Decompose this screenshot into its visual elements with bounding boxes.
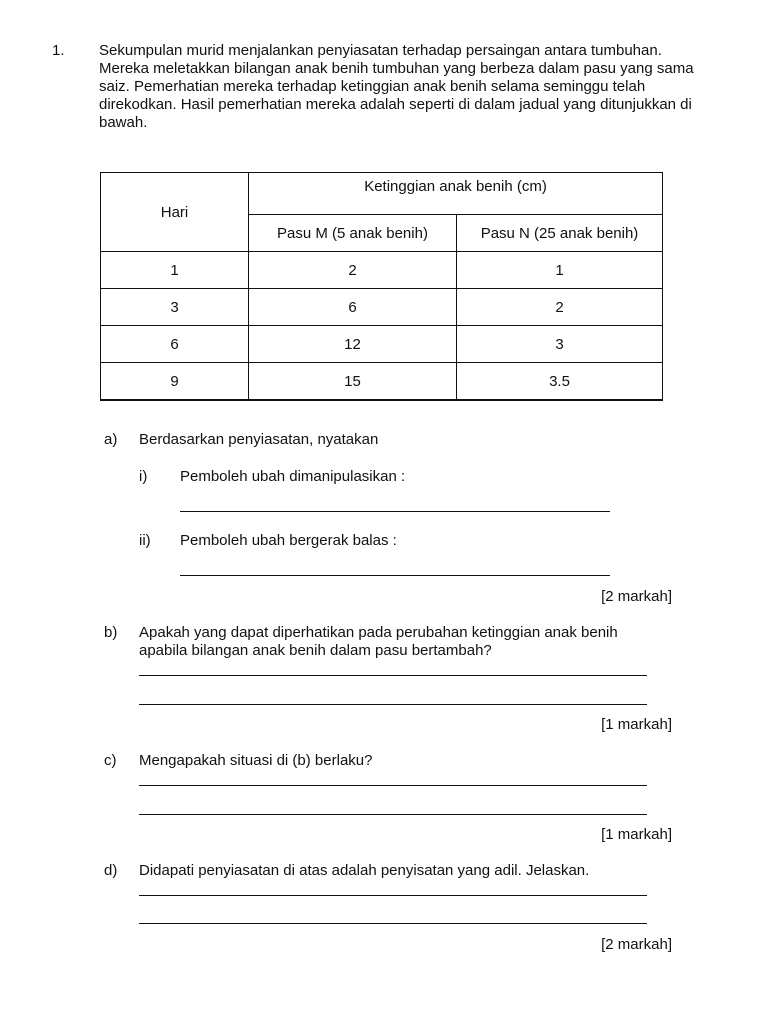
part-a-i-text: Pemboleh ubah dimanipulasikan : (180, 468, 406, 485)
table-row (101, 326, 663, 363)
cell-day: 9 (101, 363, 249, 401)
part-b-text-line-1: Apakah yang dapat diperhatikan pada perubahan ketinggian anak benih (139, 624, 618, 641)
answer-line-c-1[interactable] (139, 785, 647, 786)
answer-line-d-1[interactable] (139, 895, 647, 896)
header-pot-n: Pasu N (25 anak benih) (457, 215, 663, 252)
table-row (101, 289, 663, 326)
part-c-marks: [1 markah] (601, 826, 672, 843)
table-row (101, 363, 663, 401)
cell-pot-m: 2 (249, 252, 457, 289)
header-pot-m: Pasu M (5 anak benih) (249, 215, 457, 252)
answer-line-a-ii[interactable] (180, 575, 610, 576)
part-a-i-label: i) (139, 468, 148, 485)
cell-pot-m: 6 (249, 289, 457, 326)
part-a-ii-text: Pemboleh ubah bergerak balas : (180, 532, 397, 549)
part-b-label: b) (104, 624, 118, 641)
part-b-text-line-2: apabila bilangan anak benih dalam pasu bertambah? (139, 642, 492, 659)
cell-pot-m: 15 (249, 363, 457, 401)
part-c-label: c) (104, 752, 117, 769)
answer-line-c-2[interactable] (139, 814, 647, 815)
question-number: 1. (52, 42, 65, 59)
question-intro: Sekumpulan murid menjalankan penyiasatan terhadap persaingan antara tumbuhan. Mereka meletakkan bilangan anak benih tumbuhan yang berbeza dalam pasu yang sama saiz. Pemerhatian mereka terhadap ketinggian anak benih selama seminggu telah direkodkan. Hasil pemerhatian mereka adalah seperti di dalam jadual yang ditunjukkan di bawah. (99, 42, 694, 131)
cell-day: 1 (101, 252, 249, 289)
answer-line-d-2[interactable] (139, 923, 647, 924)
cell-pot-n: 3 (457, 326, 663, 363)
cell-day: 3 (101, 289, 249, 326)
answer-line-a-i[interactable] (180, 511, 610, 512)
header-day: Hari (101, 173, 249, 252)
part-a-label: a) (104, 431, 118, 448)
cell-pot-n: 3.5 (457, 363, 663, 401)
part-d-label: d) (104, 862, 118, 879)
cell-pot-n: 1 (457, 252, 663, 289)
part-c-text: Mengapakah situasi di (b) berlaku? (139, 752, 373, 769)
table-row (101, 252, 663, 289)
cell-pot-m: 12 (249, 326, 457, 363)
part-d-text: Didapati penyiasatan di atas adalah penyisatan yang adil. Jelaskan. (139, 862, 590, 879)
part-b-marks: [1 markah] (601, 716, 672, 733)
part-a-marks: [2 markah] (601, 588, 672, 605)
cell-day: 6 (101, 326, 249, 363)
part-a-ii-label: ii) (139, 532, 151, 549)
table-header-row (101, 173, 663, 215)
answer-line-b-1[interactable] (139, 675, 647, 676)
header-height-group: Ketinggian anak benih (cm) (249, 173, 663, 215)
cell-pot-n: 2 (457, 289, 663, 326)
seedling-height-table (100, 172, 663, 401)
part-a-text: Berdasarkan penyiasatan, nyatakan (139, 431, 379, 448)
answer-line-b-2[interactable] (139, 704, 647, 705)
part-d-marks: [2 markah] (601, 936, 672, 953)
